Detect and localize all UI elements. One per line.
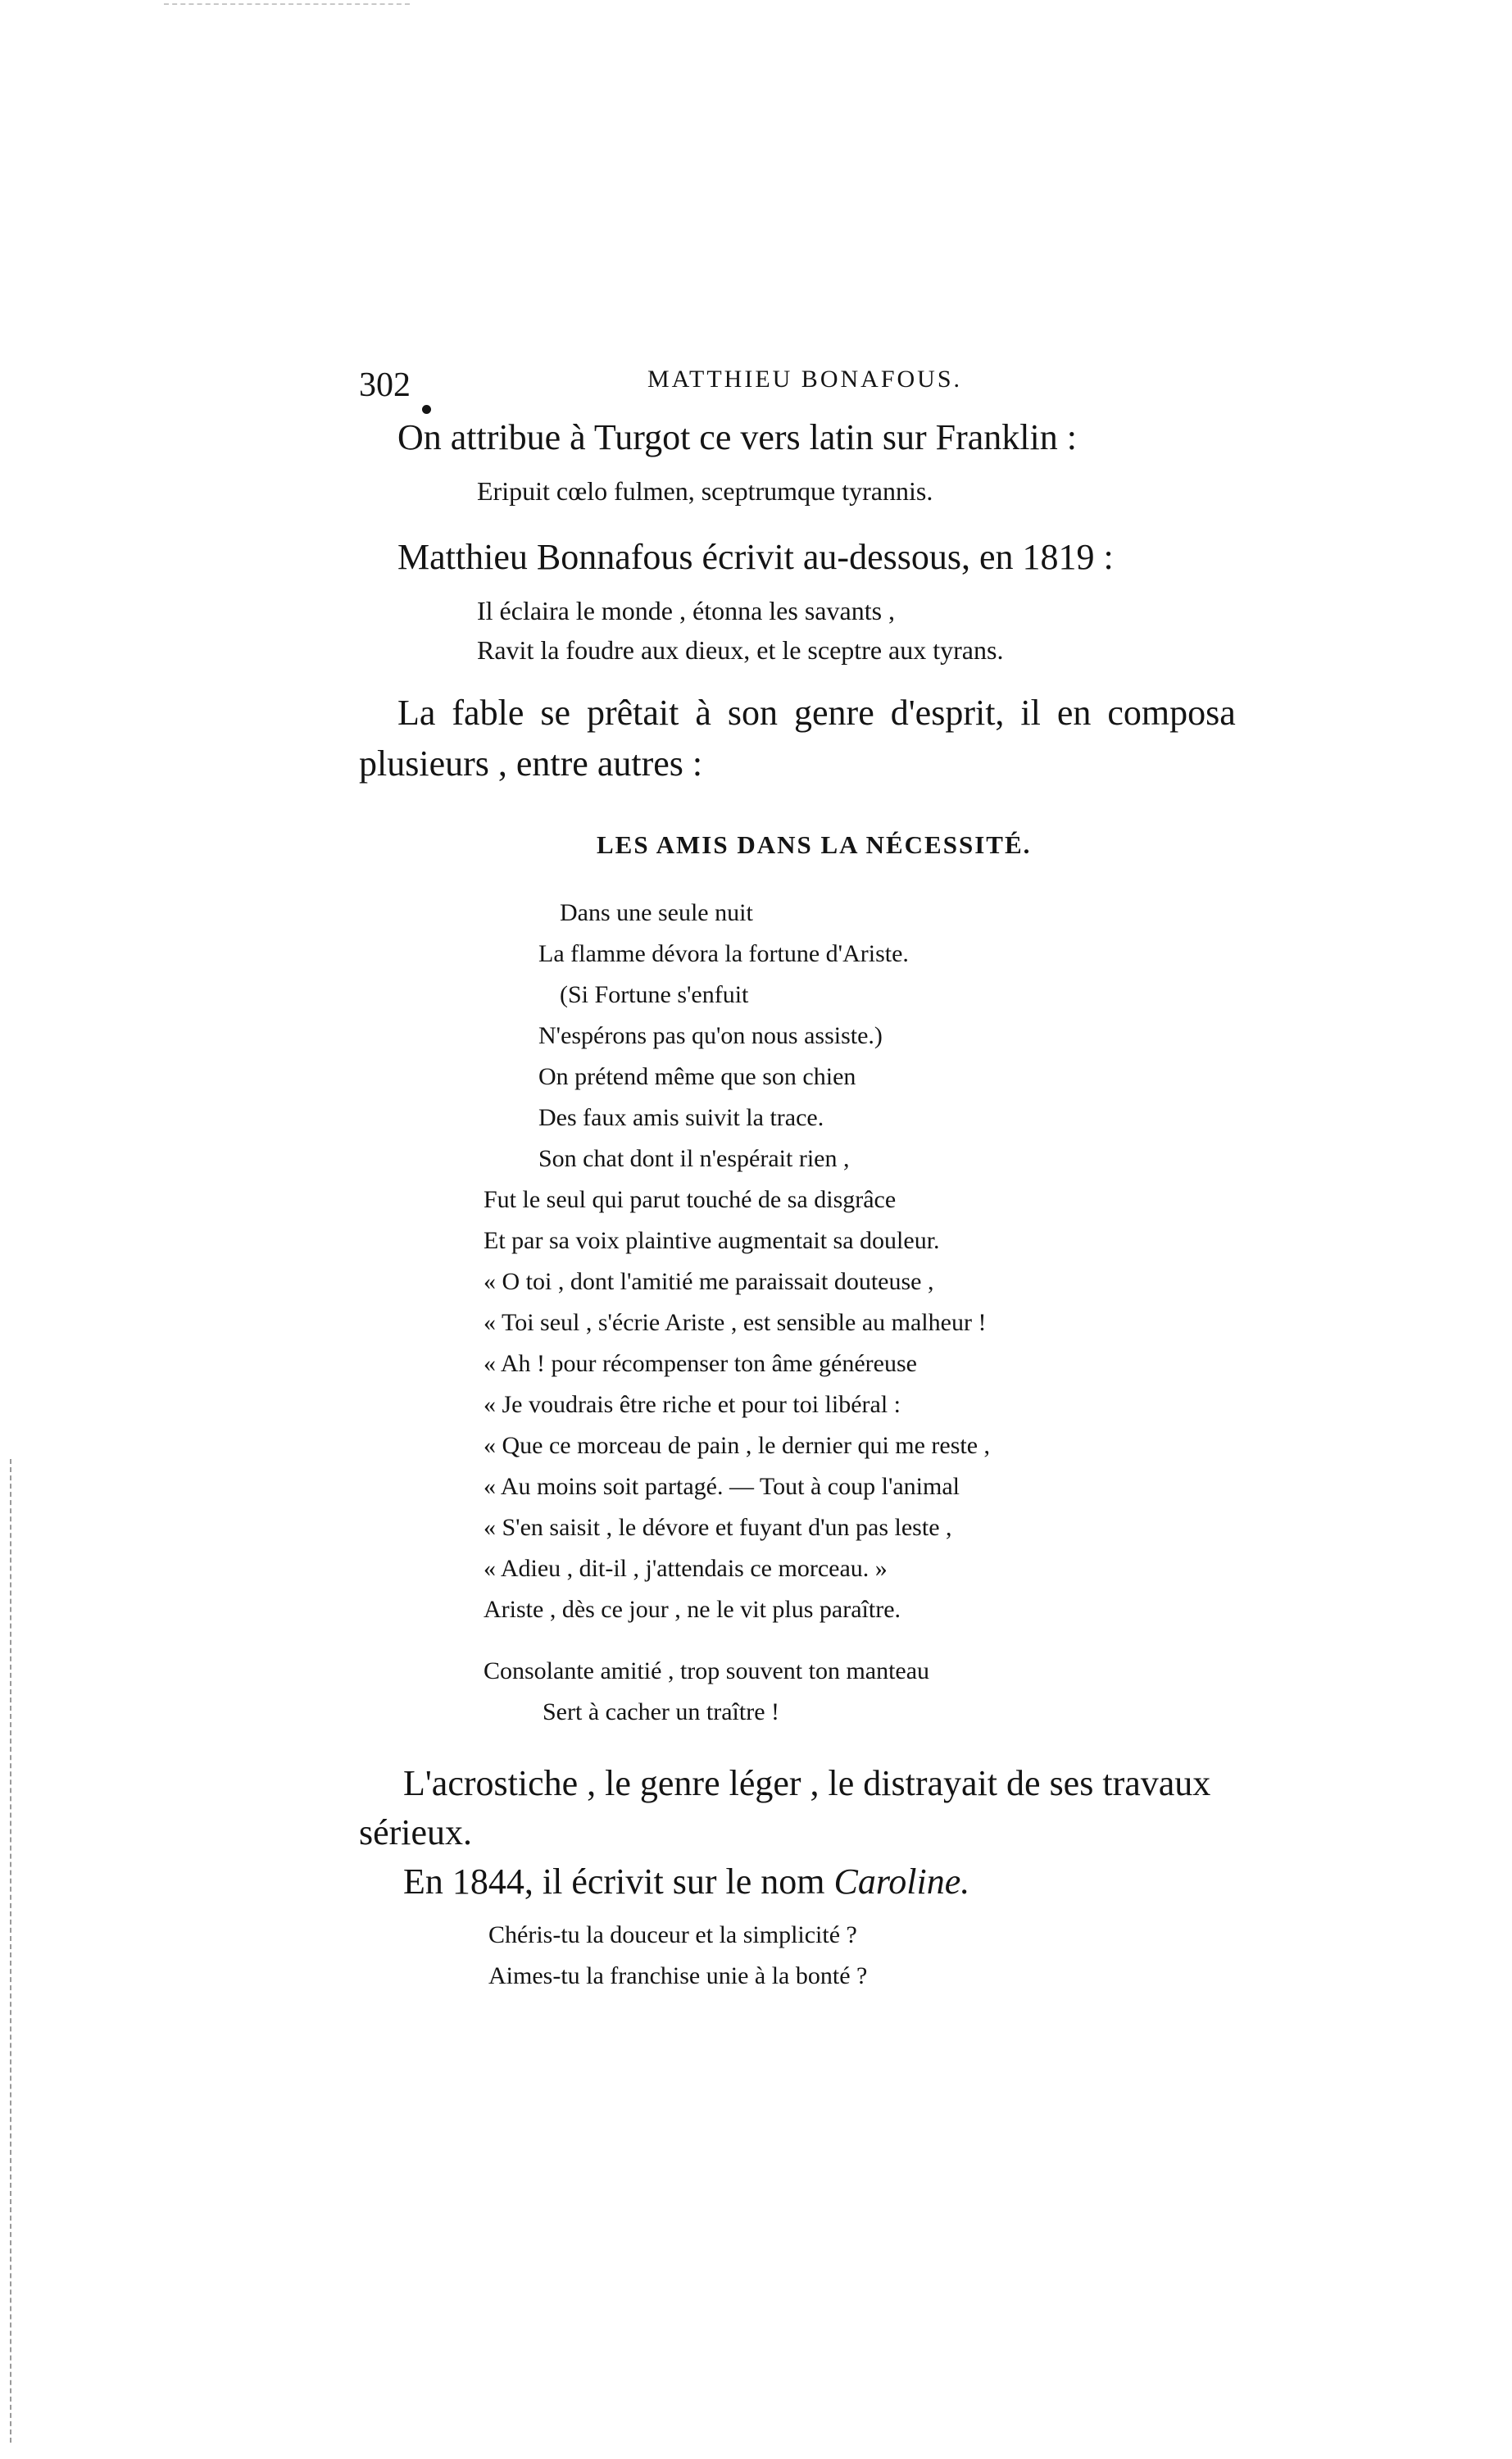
fable-moral-line-1: Consolante amitié , trop souvent ton manteau (484, 1657, 930, 1684)
poem-line: Son chat dont il n'espérait rien , (538, 1145, 850, 1172)
french-quote-line-1: Il éclaira le monde , étonna les savants , (477, 596, 896, 625)
poem-line: « Que ce morceau de pain , le dernier qui me reste , (484, 1432, 991, 1459)
paragraph-acrostic-line-1: L'acrostiche , le genre léger , le distrayait de ses travaux (403, 1763, 1211, 1803)
poem-line: « Toi seul , s'écrie Ariste , est sensible au malheur ! (484, 1309, 987, 1336)
paragraph-bonnafous: Matthieu Bonnafous écrivit au-dessous, en 1819 : (397, 537, 1114, 577)
poem-line: Fut le seul qui parut touché de sa disgrâce (484, 1186, 897, 1213)
gutter-scan-mark (10, 1459, 11, 2443)
scan-edge-mark (164, 3, 410, 5)
poem-line: « S'en saisit , le dévore et fuyant d'un pas leste , (484, 1514, 952, 1541)
fable-moral-line-2: Sert à cacher un traître ! (543, 1698, 779, 1725)
ink-dot (422, 405, 431, 414)
poem-line: « Ah ! pour récompenser ton âme généreuse (484, 1350, 917, 1377)
poem-line: Ariste , dès ce jour , ne le vit plus paraître. (484, 1596, 901, 1623)
poem-line: On prétend même que son chien (538, 1063, 856, 1090)
caroline-prefix: En 1844, il écrivit sur le nom (403, 1861, 834, 1902)
poem-line: Dans une seule nuit (560, 899, 753, 926)
paragraph-acrostic-line-2: sérieux. (359, 1812, 473, 1852)
french-quote-line-2: Ravit la foudre aux dieux, et le sceptre aux tyrans. (477, 635, 1004, 665)
fable-title: LES AMIS DANS LA NÉCESSITÉ. (597, 830, 1032, 859)
poem-line: Et par sa voix plaintive augmentait sa douleur. (484, 1227, 940, 1254)
poem-line: N'espérons pas qu'on nous assiste.) (538, 1022, 883, 1049)
poem-line: « Je voudrais être riche et pour toi libéral : (484, 1391, 901, 1418)
caroline-name: Caroline. (833, 1861, 970, 1902)
poem-line: « Au moins soit partagé. — Tout à coup l'animal (484, 1473, 960, 1500)
paragraph-fable-line-1: La fable se prêtait à son genre d'esprit, il en composa (397, 693, 1236, 733)
paragraph-caroline (403, 1861, 970, 1902)
acrostic-line: Aimes-tu la franchise unie à la bonté ? (488, 1962, 868, 1989)
running-head: MATTHIEU BONAFOUS. (647, 366, 963, 393)
acrostic-line: Chéris-tu la douceur et la simplicité ? (488, 1921, 857, 1948)
poem-line: Des faux amis suivit la trace. (538, 1104, 824, 1131)
poem-line: « Adieu , dit-il , j'attendais ce morceau. » (484, 1555, 888, 1582)
poem-line: La flamme dévora la fortune d'Ariste. (538, 940, 909, 967)
poem-line: « O toi , dont l'amitié me paraissait douteuse , (484, 1268, 934, 1295)
latin-quote: Eripuit cœlo fulmen, sceptrumque tyrannis. (477, 476, 933, 506)
paragraph-fable-line-2: plusieurs , entre autres : (359, 743, 703, 784)
page-number: 302 (359, 366, 411, 404)
poem-line: (Si Fortune s'enfuit (560, 981, 749, 1008)
paragraph-turgot: On attribue à Turgot ce vers latin sur Franklin : (397, 417, 1077, 457)
